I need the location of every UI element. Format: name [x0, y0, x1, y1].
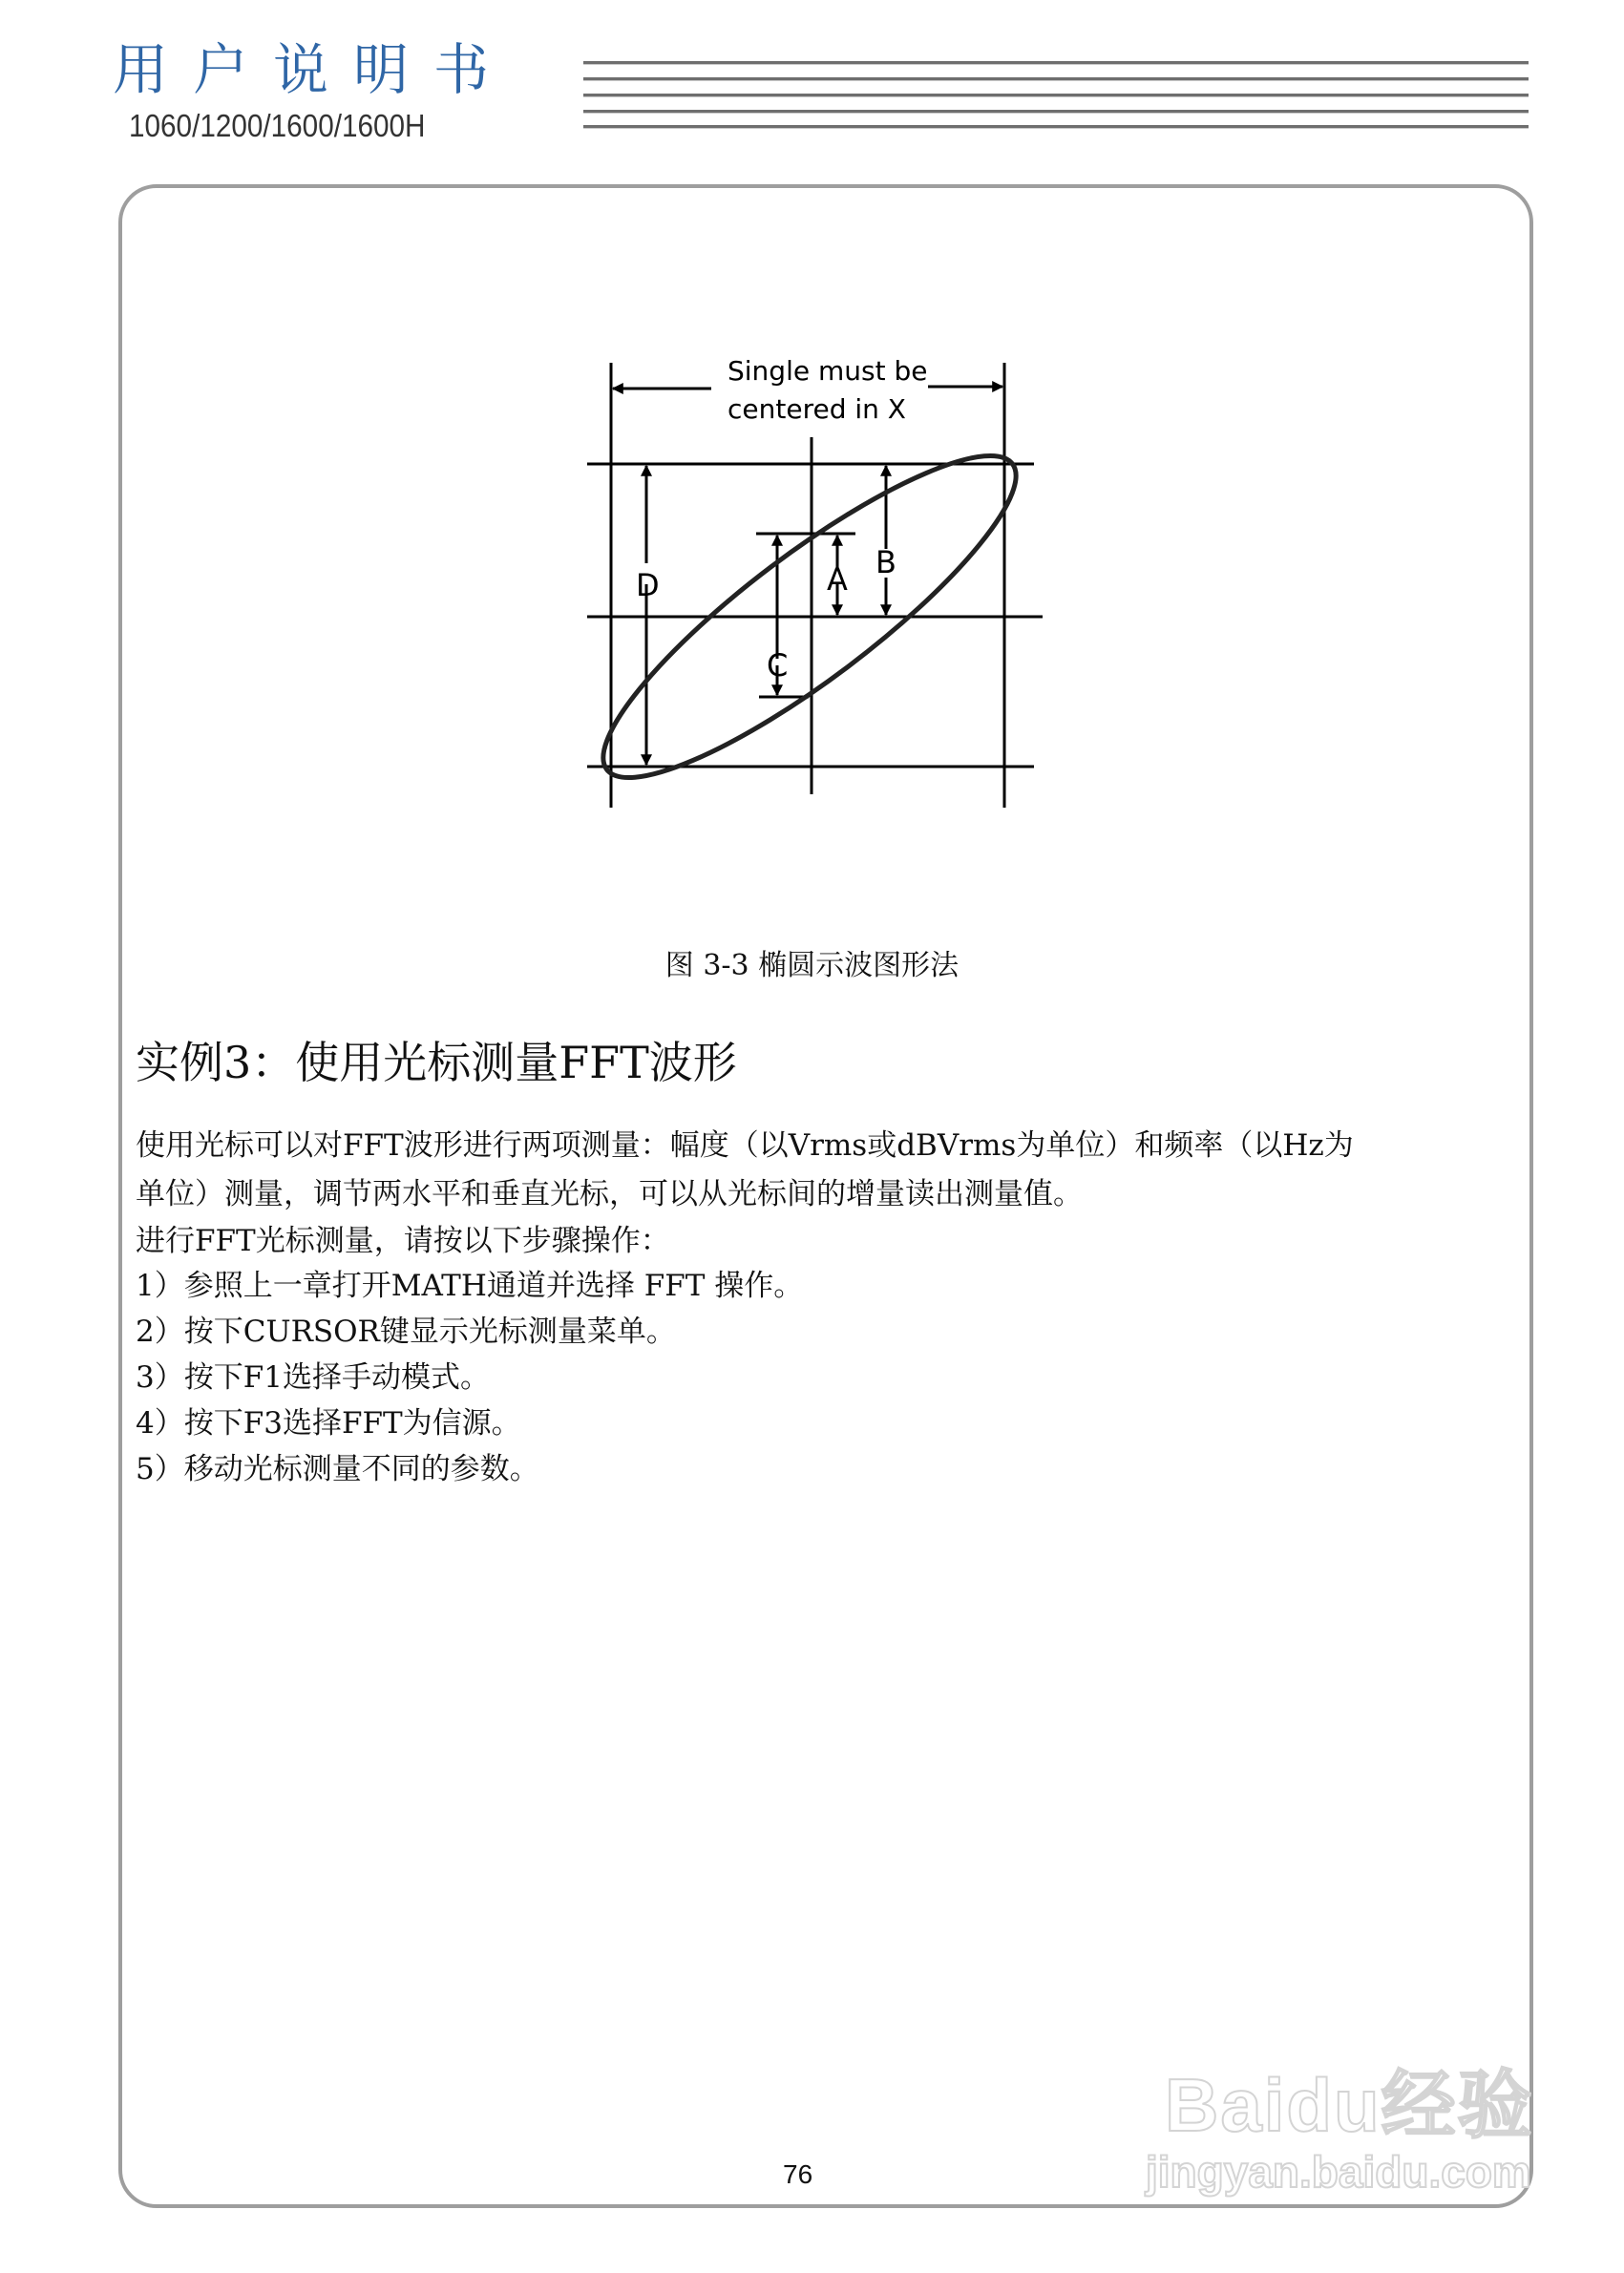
- page-number: 76: [783, 2159, 813, 2189]
- watermark-url: jingyan.baidu.com: [1146, 2147, 1531, 2197]
- paragraph-line: 单位）测量，调节两水平和垂直光标，可以从光标间的增量读出测量值。: [136, 1177, 1083, 1211]
- step-item: 4）按下F3选择FFT为信源。: [136, 1406, 521, 1441]
- letter-d: D: [636, 567, 660, 603]
- step-item: 3）按下F1选择手动模式。: [136, 1360, 490, 1395]
- section-heading: 实例3：使用光标测量FFT波形: [136, 1037, 737, 1088]
- step-item: 2）按下CURSOR键显示光标测量菜单。: [136, 1315, 676, 1349]
- document-title: 用户说明书: [113, 37, 515, 102]
- figure-label-line1: Single must be: [728, 355, 928, 387]
- figure-label-line2: centered in X: [728, 393, 906, 425]
- watermark-logo: Baidu经验: [1165, 2063, 1534, 2147]
- step-item: 1）参照上一章打开MATH通道并选择 FFT 操作。: [136, 1269, 804, 1303]
- figure-caption: 图 3-3 椭圆示波图形法: [664, 949, 960, 982]
- paragraph-line: 进行FFT光标测量，请按以下步骤操作：: [136, 1224, 670, 1258]
- lissajous-ellipse-diagram: [0, 0, 1624, 859]
- letter-c: C: [767, 647, 789, 684]
- paragraph-line: 使用光标可以对FFT波形进行两项测量：幅度（以Vrms或dBVrms为单位）和频率（以Hz为: [136, 1128, 1354, 1163]
- letter-a: A: [827, 561, 848, 598]
- letter-b: B: [875, 544, 896, 580]
- step-item: 5）移动光标测量不同的参数。: [136, 1452, 539, 1486]
- baidu-watermark: [1146, 2062, 1534, 2197]
- model-numbers: 1060/1200/1600/1600H: [129, 108, 426, 143]
